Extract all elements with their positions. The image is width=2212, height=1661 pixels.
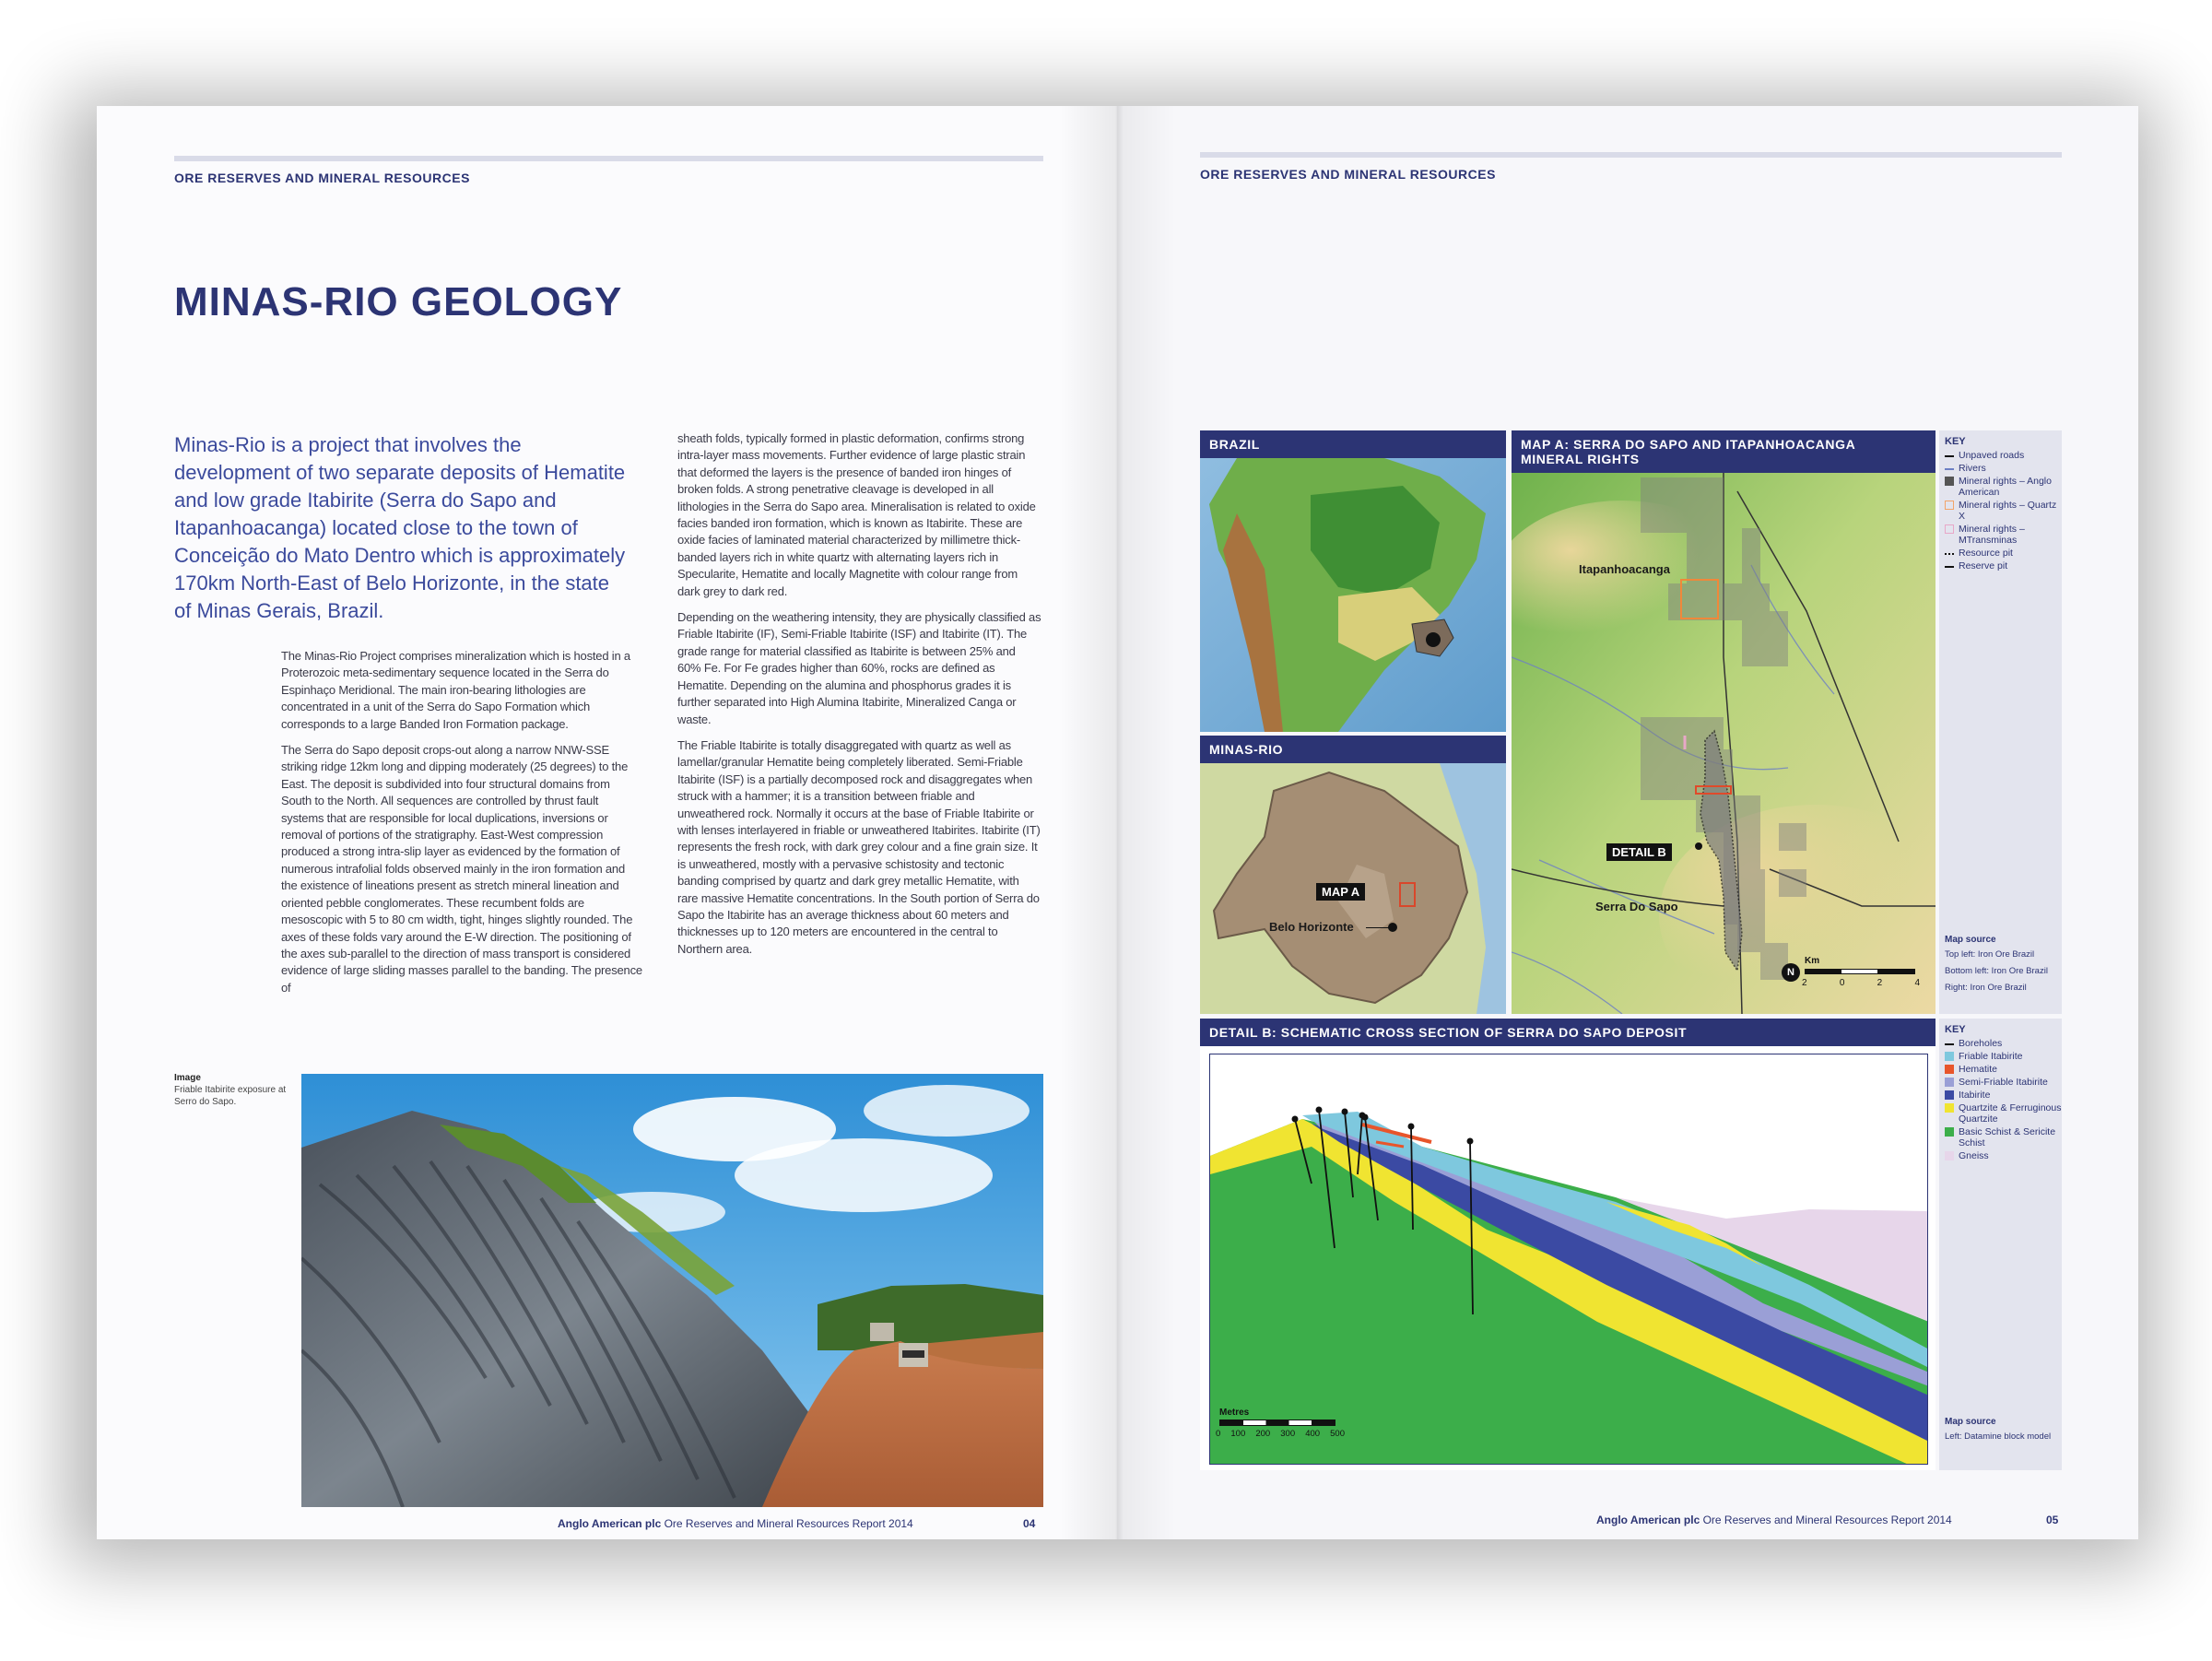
key-label: Boreholes	[1959, 1038, 2003, 1049]
scale-tick: 2	[1802, 978, 1807, 988]
footer-report: Ore Reserves and Mineral Resources Report 2014	[664, 1517, 913, 1530]
cross-section-scale-bar	[1219, 1420, 1335, 1426]
scale-tick: 0	[1839, 978, 1845, 988]
paragraph: The Minas-Rio Project comprises mineralization which is hosted in a Proterozoic meta-sedimentary sequence located in the Serra do Espinhaço Meridional. The main iron-bearing lithologies are concentrated in a unit of the Serra do Sapo Formation which corresponds to a large Banded Iron Formation package.	[281, 649, 630, 731]
key-label: Basic Schist & Sericite Schist	[1959, 1126, 2056, 1149]
key-swatch	[1945, 553, 1954, 555]
key-swatch	[1945, 455, 1954, 457]
brazil-map-panel	[1200, 430, 1506, 732]
key-label: Resource pit	[1959, 548, 2013, 559]
detail-b-title: DETAIL B: SCHEMATIC CROSS SECTION OF SERRA DO SAPO DEPOSIT	[1200, 1019, 1936, 1046]
key-swatch	[1945, 1043, 1954, 1045]
itapanhoacanga-label: Itapanhoacanga	[1579, 562, 1670, 576]
map-a-terrain	[1512, 473, 1936, 1014]
map-a-key	[1939, 430, 2062, 1014]
caption-title: Image	[174, 1073, 201, 1083]
page-gutter	[1060, 106, 1175, 1539]
page-title: MINAS-RIO GEOLOGY	[174, 279, 623, 324]
key-swatch	[1945, 1052, 1954, 1061]
footer-company: Anglo American plc	[1596, 1514, 1700, 1526]
key-item	[1945, 450, 2062, 461]
km-label: Km	[1805, 956, 1820, 966]
cross-section-scale-ticks	[1216, 1429, 1345, 1439]
minas-rio-map-panel	[1200, 736, 1506, 1014]
key-item	[1945, 1051, 2062, 1062]
right-footer	[1596, 1514, 1952, 1526]
key-swatch	[1945, 524, 1954, 534]
key-item	[1945, 1090, 2062, 1101]
key-swatch	[1945, 1151, 1954, 1160]
key-swatch	[1945, 468, 1954, 470]
key-title: KEY	[1945, 436, 1966, 447]
detail-b-tag: DETAIL B	[1606, 843, 1672, 861]
detail-b-key	[1939, 1019, 2062, 1470]
key-label: Hematite	[1959, 1064, 1998, 1075]
map-scale-ticks	[1802, 978, 1920, 988]
paragraph: The Serra do Sapo deposit crops-out along a narrow NNW-SSE striking ridge 12km long and dipping moderately (25 degrees) to the East. The deposit is subdivided into four structural domains from South to the North. All sequences are controlled by thrust fault systems that are responsible for local duplications, inversions or removal of portions of the stratigraphy. East-West compression produced a strong intra-slip layer as evidenced by the formation of numerous intrafolial folds observed mainly in the iron formation and the existence of lineations present as stretch mineral lineation and oriented pebble conglomerates. These recumbent folds are mesoscopic with 5 to 80 cm width, tight, hinges slightly rounded. The axes of these folds vary around the E-W direction. The positioning of the axes sub-parallel to the direction of mass transport is considered evidence of large sliding masses parallel to the banding. The presence of	[281, 743, 642, 995]
key-item	[1945, 1150, 2062, 1161]
key-item	[1945, 548, 2062, 559]
paragraph: sheath folds, typically formed in plastic deformation, confirms strong intra-layer mass movements. Further evidence of large plastic strain that deformed the layers is the presence of banded iron hinges of broken folds. A strong penetrative cleavage is developed in all lithologies in the Serra do Sapo area. Mineralisation is related to oxide facies banded iron formation, which is known as Itabirite. These are oxide facies of laminated material characterized by millimetre thick-banded layers rich in white quartz with alternating layers rich in Specularite, Hematite and locally Magnetite with colour range from dark grey to dark red.	[677, 431, 1036, 598]
key-swatch	[1945, 1065, 1954, 1074]
key-item	[1945, 1126, 2062, 1149]
key-label: Semi-Friable Itabirite	[1959, 1077, 2048, 1088]
key-item	[1945, 560, 2062, 571]
key-title: KEY	[1945, 1024, 1966, 1035]
belo-horizonte-marker	[1388, 923, 1397, 932]
key-swatch	[1945, 1078, 1954, 1087]
north-arrow-icon: N	[1782, 963, 1800, 982]
scale-tick: 400	[1305, 1429, 1321, 1439]
key-list	[1939, 1038, 2062, 1161]
map-source-line: Right: Iron Ore Brazil	[1945, 983, 2027, 993]
paragraph: Depending on the weathering intensity, they are physically classified as Friable Itabirite (IF), Semi-Friable Itabirite (ISF) and Itabirite (IT). The grade range for material classified as Itabirite is between 25% and 60% Fe. For Fe grades higher than 60%, rocks are defined as Hematite. Depending on the alumina and phosphorus grades it is further separated into High Alumina Itabirite, Mineralized Canga or waste.	[677, 610, 1041, 726]
key-item	[1945, 1102, 2062, 1125]
cross-section-frame	[1209, 1054, 1928, 1465]
header-rule	[1200, 152, 2062, 158]
body-column-1	[281, 648, 642, 1006]
map-source-line: Bottom left: Iron Ore Brazil	[1945, 966, 2048, 976]
scale-tick: 0	[1216, 1429, 1221, 1439]
belo-horizonte-label: Belo Horizonte	[1269, 920, 1354, 934]
page-number: 04	[1023, 1517, 1036, 1530]
serra-do-sapo-label: Serra Do Sapo	[1595, 900, 1678, 913]
map-source-line: Top left: Iron Ore Brazil	[1945, 949, 2035, 960]
detail-b-panel	[1200, 1019, 1936, 1470]
intro-paragraph: Minas-Rio is a project that involves the development of two separate deposits of Hematite and low grade Itabirite (Serra do Sapo and Itapanhoacanga) located close to the town of Conceição do Mato Dentro which is approximately 170km North-East of Belo Horizonte, in the state of Minas Gerais, Brazil.	[174, 433, 626, 622]
map-a-title-line2: MINERAL RIGHTS	[1521, 452, 1640, 466]
key-label: Unpaved roads	[1959, 450, 2025, 461]
map-a-panel	[1512, 430, 1936, 1014]
key-swatch	[1945, 566, 1954, 568]
paragraph: The Friable Itabirite is totally disaggregated with quartz as well as lamellar/granular Hematite being completely liberated. Semi-Friable Itabirite (ISF) is a partially decomposed rock and disaggregates when struck with a hammer; it is a transition between friable and unweathered rock. Normally it occurs at the base of Friable Itabirite or with lenses interlayered in friable or unweathered Itabirites. Itabirite (IT) represents the fresh rock, with dark grey colour and a fine grain size. It is unweathered, mostly with a pervasive schistosity and tectonic banding comprised by quartz and dark grey metallic Hematite, with rare massive Hematite concentrations. In the South portion of Serra do Sapo the Itabirite has an average thickness about 60 meters and thicknesses up to 120 meters are encountered in the central to Northern area.	[677, 737, 1041, 956]
key-label: Mineral rights – Quartz X	[1959, 500, 2057, 522]
footer-report: Ore Reserves and Mineral Resources Report 2014	[1702, 1514, 1952, 1526]
right-page	[1117, 106, 2138, 1539]
left-page	[97, 106, 1117, 1539]
key-label: Mineral rights – Anglo American	[1959, 476, 2052, 498]
key-label: Itabirite	[1959, 1090, 1991, 1101]
image-caption	[174, 1072, 289, 1108]
key-label: Reserve pit	[1959, 560, 2008, 571]
map-source-line: Left: Datamine block model	[1945, 1431, 2052, 1442]
header-rule	[174, 156, 1043, 161]
scale-tick: 100	[1230, 1429, 1246, 1439]
body-column-2	[677, 430, 1041, 967]
brazil-map	[1200, 458, 1506, 732]
key-label: Mineral rights – MTransminas	[1959, 524, 2025, 546]
key-swatch	[1945, 1127, 1954, 1137]
map-scale-bar	[1805, 969, 1915, 974]
key-label: Rivers	[1959, 463, 1986, 474]
brazil-map-title: BRAZIL	[1200, 430, 1506, 458]
map-a-title-line1: MAP A: SERRA DO SAPO AND ITAPANHOACANGA	[1521, 437, 1856, 452]
metres-label: Metres	[1219, 1408, 1250, 1418]
map-a-tag: MAP A	[1316, 883, 1365, 901]
key-item	[1945, 476, 2062, 498]
map-source-title: Map source	[1945, 935, 1996, 945]
key-swatch	[1945, 1103, 1954, 1113]
key-label: Gneiss	[1959, 1150, 1989, 1161]
left-header: ORE RESERVES AND MINERAL RESOURCES	[174, 171, 470, 185]
map-source	[1945, 1417, 2051, 1443]
key-item	[1945, 1077, 2062, 1088]
left-footer	[558, 1517, 913, 1530]
map-source-title: Map source	[1945, 1417, 1996, 1427]
key-swatch	[1945, 1090, 1954, 1100]
scale-tick: 300	[1280, 1429, 1296, 1439]
key-item	[1945, 524, 2062, 546]
scale-tick: 200	[1255, 1429, 1271, 1439]
scale-tick: 4	[1914, 978, 1920, 988]
key-item	[1945, 1064, 2062, 1075]
key-item	[1945, 463, 2062, 474]
caption-text: Friable Itabirite exposure at Serro do Sapo.	[174, 1085, 287, 1107]
scale-tick: 500	[1330, 1429, 1345, 1439]
minas-rio-map-title: MINAS-RIO	[1200, 736, 1506, 763]
map-a-title	[1512, 430, 1936, 473]
key-swatch	[1945, 477, 1954, 486]
map-source	[1945, 935, 2048, 994]
rock-exposure-image	[301, 1074, 1043, 1507]
rock-exposure-photo	[301, 1074, 1043, 1507]
key-swatch	[1945, 501, 1954, 510]
right-header: ORE RESERVES AND MINERAL RESOURCES	[1200, 167, 1496, 182]
key-label: Quartzite & Ferruginous Quartzite	[1959, 1102, 2062, 1125]
scale-tick: 2	[1877, 978, 1883, 988]
footer-company: Anglo American plc	[558, 1517, 662, 1530]
key-item	[1945, 500, 2062, 522]
key-item	[1945, 1038, 2062, 1049]
page-number: 05	[2046, 1514, 2059, 1526]
key-list	[1939, 450, 2062, 571]
cross-section-diagram	[1210, 1054, 1928, 1465]
key-label: Friable Itabirite	[1959, 1051, 2023, 1062]
